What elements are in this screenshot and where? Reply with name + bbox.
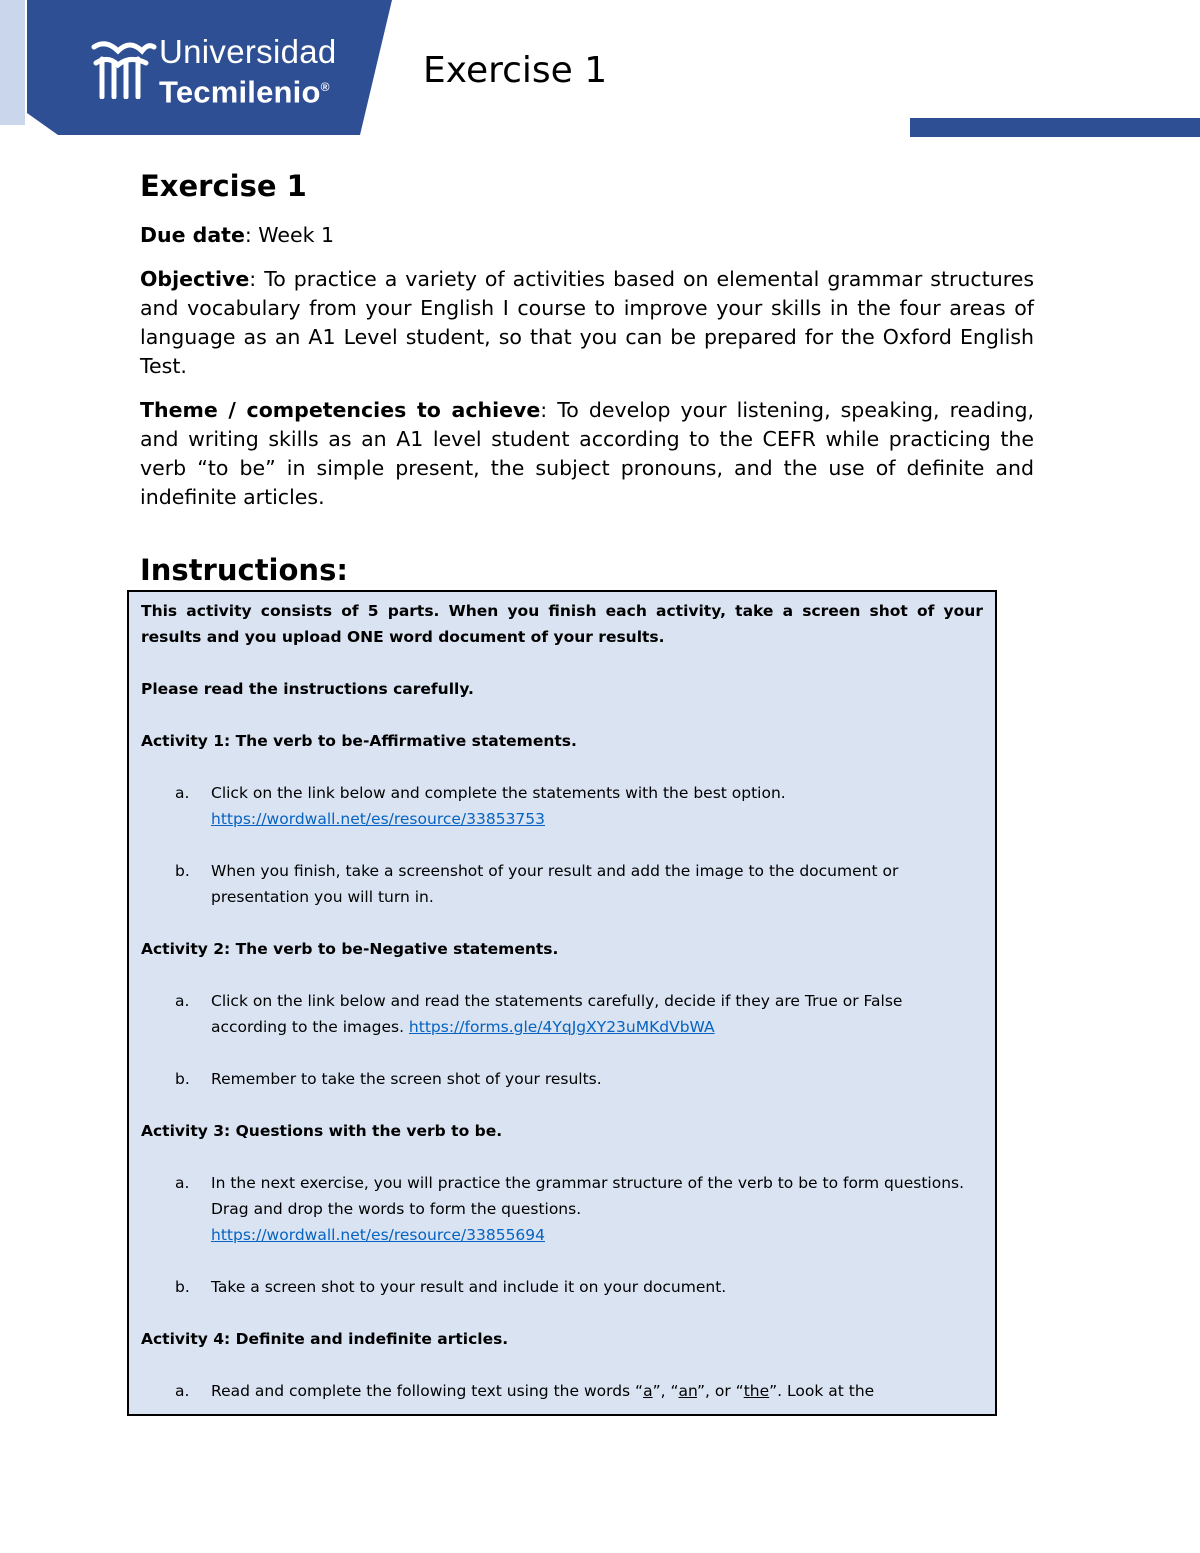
theme-competencies (140, 396, 1034, 512)
activity-1-a-text: Click on the link below and complete the statements with the best option. (211, 784, 786, 802)
activity-1-item-b (141, 858, 983, 910)
list-item-text (211, 780, 983, 832)
word-the: the (743, 1382, 770, 1400)
list-marker: b. (175, 862, 190, 880)
list-item-text (211, 988, 983, 1040)
theme-label: Theme / competencies to achieve (140, 398, 541, 422)
activity-1-link[interactable]: https://wordwall.net/es/resource/33853753 (211, 810, 546, 828)
list-marker: b. (175, 1278, 190, 1296)
logo-line-2 (159, 70, 337, 109)
logo-line-1: Universidad (159, 33, 337, 70)
list-marker: a. (175, 1382, 190, 1400)
instructions-heading: Instructions: (140, 553, 348, 587)
list-item-text (211, 1378, 983, 1404)
separator: ”, “ (652, 1382, 679, 1400)
theme-text: : To develop your listening, speaking, reading, and writing skills as an A1 level student according to the CEFR while practicing the verb “to be” in simple present, the subject pronouns, and the use of definite and indefinite articles. (140, 398, 1034, 509)
activity-3-b-text: Take a screen shot to your result and include it on your document. (211, 1278, 727, 1296)
separator: ”, or “ (696, 1382, 744, 1400)
header-accent-bar (910, 118, 1200, 137)
activity-2-title: Activity 2: The verb to be-Negative statements. (141, 940, 559, 958)
activity-2-b-text: Remember to take the screen shot of your results. (211, 1070, 602, 1088)
objective-label: Objective (140, 267, 250, 291)
instructions-box (127, 590, 997, 1416)
activity-3-a-text: In the next exercise, you will practice the grammar structure of the verb to be to form questions. Drag and drop the words to form the questions. (211, 1174, 965, 1218)
activity-4-text-start: Read and complete the following text using the words “ (211, 1382, 644, 1400)
logo-line-2-text: Tecmilenio (159, 74, 321, 110)
activity-4-title: Activity 4: Definite and indefinite articles. (141, 1330, 509, 1348)
activity-4-text-end: ”. Look at the (769, 1382, 875, 1400)
activity-4-item-a (141, 1378, 983, 1404)
activity-3-item-b (141, 1274, 983, 1300)
activity-2-item-a (141, 988, 983, 1040)
header-title: Exercise 1 (423, 50, 608, 91)
activity-2-a-text: Click on the link below and read the statements carefully, decide if they are True or False according to the images. (211, 992, 903, 1036)
list-item-text (211, 1170, 983, 1248)
list-marker: a. (175, 992, 190, 1010)
due-date (140, 221, 1034, 250)
activity-1-title: Activity 1: The verb to be-Affirmative statements. (141, 732, 577, 750)
objective (140, 265, 1034, 381)
due-date-label: Due date (140, 223, 245, 247)
university-logo-icon (88, 37, 158, 99)
list-marker: b. (175, 1070, 190, 1088)
activity-3-link[interactable]: https://wordwall.net/es/resource/33855694 (211, 1226, 546, 1244)
activity-2-link[interactable]: https://forms.gle/4YqJgXY23uMKdVbWA (408, 1018, 715, 1036)
trademark-mark: ® (320, 80, 330, 94)
university-logo (159, 34, 337, 109)
document-body (140, 168, 1034, 588)
activity-3-item-a (141, 1170, 983, 1248)
activity-2-item-b (141, 1066, 983, 1092)
due-date-value: : Week 1 (244, 223, 335, 247)
read-carefully-note: Please read the instructions carefully. (141, 680, 474, 698)
list-marker: a. (175, 784, 190, 802)
activity-1-b-text: When you finish, take a screenshot of your result and add the image to the document or presentation you will turn in. (211, 862, 899, 906)
word-a: a (643, 1382, 653, 1400)
list-marker: a. (175, 1174, 190, 1192)
objective-text: : To practice a variety of activities based on elemental grammar structures and vocabulary from your English I course to improve your skills in the four areas of language as an A1 Level student, so that you can be prepared for the Oxford English Test. (140, 267, 1034, 378)
exercise-title: Exercise 1 (140, 169, 307, 203)
word-an: an (678, 1382, 697, 1400)
activity-3-title: Activity 3: Questions with the verb to be. (141, 1122, 503, 1140)
activity-1-item-a (141, 780, 983, 832)
box-intro: This activity consists of 5 parts. When you finish each activity, take a screen shot of your results and you upload ONE word document of your results. (141, 602, 983, 646)
